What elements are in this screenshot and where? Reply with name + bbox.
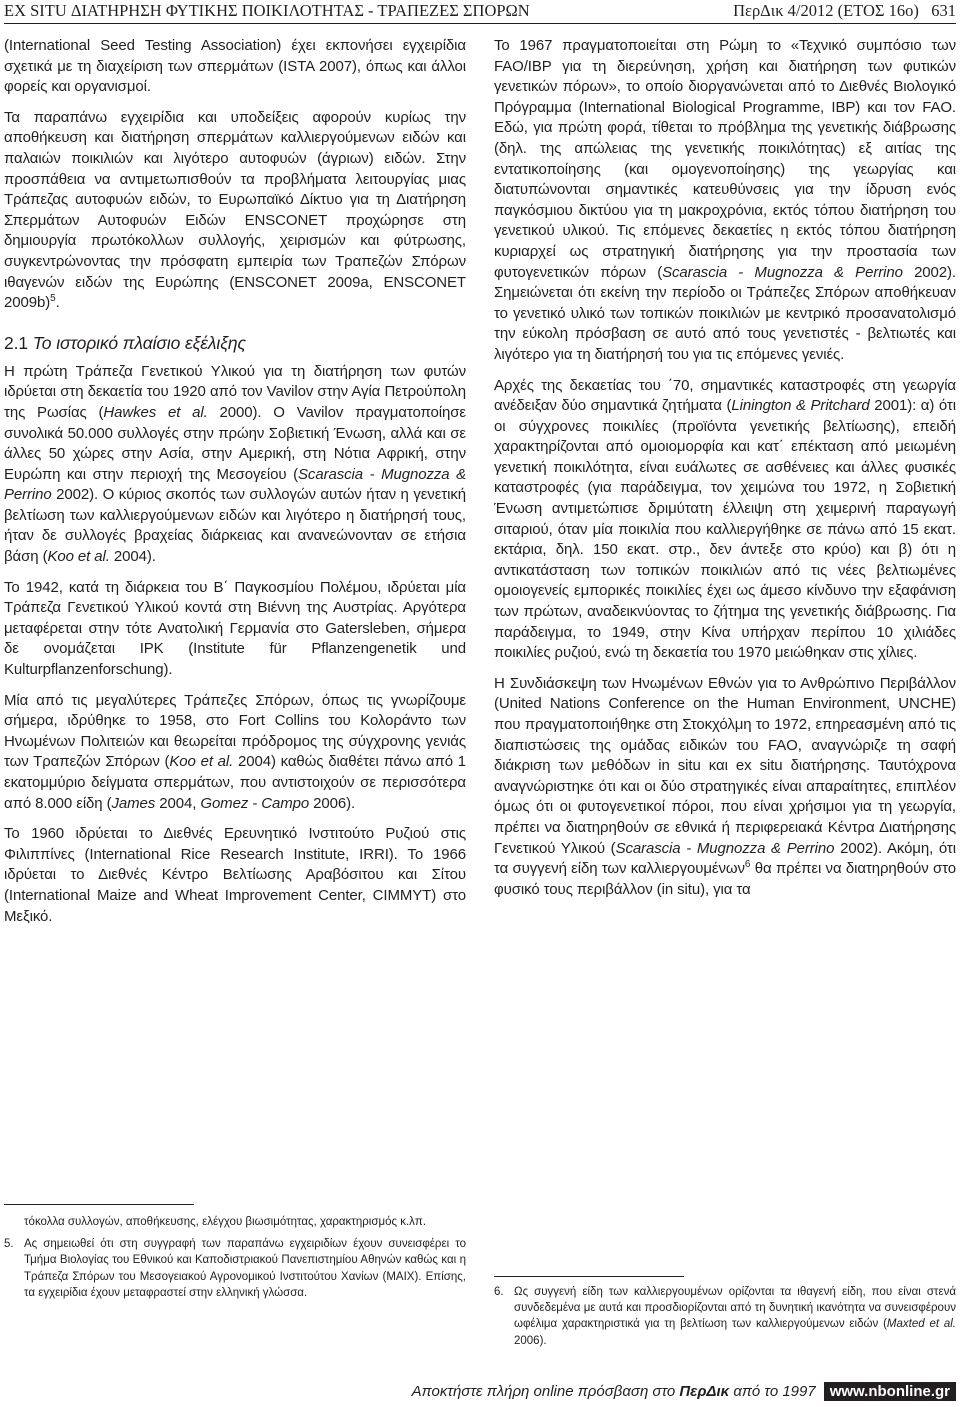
citation: Scarascia - Mugnozza & Perrino bbox=[662, 263, 903, 281]
citation: Hawkes et al. bbox=[103, 403, 208, 421]
footnote-6 bbox=[494, 1284, 956, 1349]
footnote-number: 6. bbox=[494, 1286, 504, 1298]
running-title: EX SITU ΔΙΑΤΗΡΗΣΗ ΦΥΤΙΚΗΣ ΠΟΙΚΙΛΟΤΗΤΑΣ - ΤΡΑΠΕΖΕΣ ΣΠΟΡΩΝ bbox=[4, 1, 530, 20]
promo-text: Αποκτήστε πλήρη online πρόσβαση στο ΠερΔικ από το 1997 bbox=[411, 1383, 816, 1400]
footnote-ref[interactable]: 6 bbox=[744, 859, 751, 871]
footnote-5 bbox=[4, 1236, 466, 1301]
issue-and-page bbox=[733, 0, 956, 22]
citation: Scarascia - Mugnozza & Perrino bbox=[615, 839, 835, 857]
footnotes-right bbox=[494, 1284, 956, 1355]
section-number: 2.1 bbox=[4, 332, 29, 353]
footnote-text: Ως συγγενή είδη των καλλιεργουμένων ορίζονται τα ιθαγενή είδη, που είναι στενά συνδεδεμένα με αυτά και προσδιορίζονται από τη δυνητική ικανότητα να συνεισφέρουν ωφέλιμα χαρακτηριστικά για τη βελτίωση των καλλιεργούμενων ειδών (Maxted et al. 2006). bbox=[514, 1286, 957, 1347]
citation: Koo et al. bbox=[47, 548, 110, 566]
paragraph: Το 1960 ιδρύεται το Διεθνές Ερευνητικό Ινστιτούτο Ρυζιού στις Φιλιππίνες (International Rice Research Institute, IRRI). Το 1966 ιδρύεται το Διεθνές Κέντρο Βελτίωσης Αραβόσιτου και Σίτου (International Maize and Wheat Improvement Center, CIMMYT) στο Μεξικό. bbox=[4, 825, 466, 925]
footnote-text: Ας σημειωθεί ότι στη συγγραφή των παραπάνω εγχειριδίων έχουν συνεισφέρει το Τμήμα Βιολογίας του Εθνικού και Καποδιστριακού Πανεπιστημίου Αθηνών καθώς και η Τράπεζα Σπόρων του Μεσογειακού Αγρονομικού Ινστιτούτου Χανίων (ΜΑΙΧ). Επίσης, τα εγχειρίδια έχουν μεταφραστεί στην ελληνική γλώσσα. bbox=[24, 1238, 466, 1299]
paragraph: Μία από τις μεγαλύτερες Τράπεζες Σπόρων, όπως τις γνωρίζουμε σήμερα, ιδρύθηκε το 1958, στο Fort Collins του Κολοράντο των Ηνωμένων Πολιτειών και θεωρείται πρόδρομος της σύγχρονης γενιάς των Τραπεζών Σπόρων (Koo et al. 2004) καθώς διαθέτει πάνω από 1 εκατομμύριο δείγματα σπερμάτων, που αντιστοιχούν σε περισσότερα από 8.000 είδη (James 2004, Gomez - Campo 2006). bbox=[4, 691, 466, 812]
paragraph: Η Συνδιάσκεψη των Ηνωμένων Εθνών για το Ανθρώπινο Περιβάλλον (United Nations Conference on the Human Environment, UNCHE) που πραγματοποιήθηκε στη Στοκχόλμη το 1972, επηρεασμένη από τις διαπιστώσεις της ομάδας ειδικών του FAO, αναγνώριζε τη σαφή διάκριση των μεθόδων in situ και ex situ διατήρησης. Ταυτόχρονα αναγνώριστηκε ότι και οι δύο στρατηγικές είναι απαραίτητες, επιπλέον όμως ότι οι φυτογενετικοί πόροι, που είναι χρήσιμοι για τη γεωργία, πρέπει να διατηρηθούν σε εθνικά ή περιφερειακά Κέντρα Διατήρησης Γενετικού Υλικού (Scarascia - Mugnozza & Perrino 2002). Ακόμη, ότι τα συγγενή είδη των καλλιεργουμένων$^6$ θα πρέπει να διατηρηθούν στο φυσικό τους περιβάλλον (in situ), για τα bbox=[494, 674, 956, 898]
footnote-continuation: τόκολλα συλλογών, αποθήκευσης, ελέγχου βιωσιμότητας, χαρακτηρισμός κ.λπ. bbox=[24, 1216, 427, 1228]
left-column bbox=[4, 36, 466, 937]
footnote-ref[interactable]: 5 bbox=[50, 293, 56, 305]
footnote-divider bbox=[494, 1276, 684, 1277]
paragraph: Το 1942, κατά τη διάρκεια του Β΄ Παγκοσμίου Πολέμου, ιδρύεται μία Τράπεζα Γενετικού Υλικού κοντά στη Βιέννη της Αυστρίας. Αργότερα μεταφέρεται στην τότε Ανατολική Γερμανία στο Gatersleben, σήμερα δε ονομάζεται IPK (Institute für Pflanzengenetik und Kulturpflanzenforschung). bbox=[4, 578, 466, 679]
footnote-divider bbox=[4, 1204, 194, 1205]
running-header bbox=[4, 0, 956, 24]
section-heading bbox=[4, 332, 466, 354]
citation: Maxted et al. bbox=[886, 1318, 957, 1331]
citation: Gomez - Campo bbox=[200, 794, 310, 812]
page-number: 631 bbox=[931, 1, 956, 20]
paragraph: Το 1967 πραγματοποιείται στη Ρώμη το «Τεχνικό συμπόσιο των FAO/IBP για τη διερεύνηση, χρήση και διατήρηση των φυτικών γενετικών πόρων», το οποίο διοργανώνεται από το Διεθνές Βιολογικό Πρόγραμμα (International Biological Programme, IBP) και τον FAO. Εδώ, για πρώτη φορά, τίθεται το πρόβλημα της γενετικής διάβρωσης (δηλ. της απώλειας της γενετικής ποικιλότητας) εξ αιτίας της εντατικοποίησης (και ομογενοποίησης) της γεωργίας και διατυπώνονται σημαντικές κατευθύνσεις για την ίδρυση ενός παγκόσμιου δικτύου για τη μακροχρόνια, εκτός τόπου διατήρηση του γενετικού υλικού. Τις επόμενες δεκαετίες η εκτός τόπου διατήρηση κυριαρχεί ως στρατηγική διατήρησης για την προστασία των φυτογενετικών πόρων (Scarascia - Mugnozza & Perrino 2002). Σημειώνεται ότι εκείνη την περίοδο οι Τράπεζες Σπόρων αποθήκευαν το γενετικό υλικό των τοπικών ποικιλιών με κεντρικό προσανατολισμό την εύκολη πρόσβαση σε αυτό από τους γενετιστές - βελτιωτές και λιγότερο για τη διατήρησή του για τις επόμενες γενιές. bbox=[494, 37, 956, 363]
citation: Koo et al. bbox=[169, 753, 234, 771]
citation: Linington & Pritchard bbox=[731, 397, 870, 415]
footnote-number: 5. bbox=[4, 1238, 14, 1251]
brand-name: ΠερΔικ bbox=[679, 1383, 730, 1400]
issue-label: ΠερΔικ 4/2012 (ΕΤΟΣ 16ο) bbox=[733, 1, 919, 20]
paragraph: Τα παραπάνω εγχειρίδια και υποδείξεις αφορούν κυρίως την αποθήκευση και διατήρηση σπερμάτων καλλιεργούμενων ειδών και παλαιών ποικιλιών και λιγότερο αυτοφυών (άγριων) ειδών. Στην προσπάθεια να αντιμετωπισθούν τα προβλήματα λειτουργίας μιας Τράπεζας αυτοφυών ειδών, το Ευρωπαϊκό Δίκτυο για τη Διατήρηση Σπερμάτων Αυτοφυών Ειδών ENSCONET προχώρησε στη δημιουργία πρωτόκολλων συλλογής, χειρισμών και φύτρωσης, συγκεντρώνοντας την πρόσφατη εμπειρία των Τραπεζών Σπόρων ιθαγενών ειδών της Ευρώπης (ENSCONET 2009a, ENSCONET 2009b)$^5$. bbox=[4, 108, 466, 312]
footnotes-left bbox=[4, 1214, 466, 1307]
website-link[interactable]: www.nbonline.gr bbox=[824, 1382, 956, 1401]
right-column bbox=[494, 36, 956, 910]
paragraph: Η πρώτη Τράπεζα Γενετικού Υλικού για τη διατήρηση των φυτών ιδρύεται στη δεκαετία του 1920 από τον Vavilov στην Αγία Πετρούπολη της Ρωσίας (Hawkes et al. 2000). Ο Vavilov πραγματοποίησε συνολικά 50.000 συλλογές στην πρώην Σοβιετική Ένωση, αλλά και σε άλλες 50 χώρες στην Ασία, στην Αμερική, στη Νότια Αφρική, στην Ευρώπη και στην περιοχή της Μεσογείου (Scarascia - Mugnozza & Perrino 2002). Ο κύριος σκοπός των συλλογών αυτών ήταν η γενετική βελτίωση των καλλιεργούμενων ειδών και λιγότερο η διατήρησή τους, ήταν δε συλλογές βραχείας διάρκειας και ανανεώνονταν σε ετήσια βάση (Koo et al. 2004). bbox=[4, 362, 466, 566]
section-title: Το ιστορικό πλαίσιο εξέλιξης bbox=[32, 332, 246, 353]
citation: James bbox=[111, 794, 156, 812]
paragraph: (International Seed Testing Association) έχει εκπονήσει εγχειρίδια σχετικά με τη διαχείριση των σπερμάτων (ISTA 2007), όπως και άλλοι φορείς και οργανισμοί. bbox=[4, 37, 466, 96]
paragraph: Αρχές της δεκαετίας του ΄70, σημαντικές καταστροφές στη γεωργία ανέδειξαν δύο σημαντικά ζητήματα (Linington & Pritchard 2001): α) ότι οι σύγχρονες ποικιλίες (προϊόντα γενετικής βελτίωσης), επειδή χαρακτηρίζονται από ομοιομορφία και κατ΄ επέκταση από μειωμένη γενετική ποικιλότητα, είναι ευάλωτες σε ασθένειες και άλλες φυσικές καταστροφές (για παράδειγμα, τον χειμώνα του 1972, η Σοβιετική Ένωση αντιμετώπισε δριμύτατη έλλειψη στη χειμερινή παραγωγή σιταριού, όταν μία ποικιλία που καλλιεργήθηκε σε πάνω από 15 εκατ. εκτάρια, δηλ. 150 εκατ. στρ., δεν άντεξε στο κρύο) και β) ότι η αντικατάσταση των τοπικών ποικιλιών από τις νέες βελτιωμένες ομοιογενείς εμπορικές ποικιλίες έχει ως άμεσο κίνδυνο την εξαφάνιση των πρώτων, αναδεικνύοντας το ζήτημα της γενετικής διάβρωσης. Για παράδειγμα, το 1949, στην Κίνα υπήρχαν περίπου 10 χιλιάδες ποικιλίες ρυζιού, ενώ τη δεκαετία του 1970 μειώθηκαν στις χίλιες. bbox=[494, 376, 956, 662]
citation: Scarascia - Mugnozza & Perrino bbox=[4, 465, 466, 504]
footer-promo bbox=[412, 1382, 956, 1402]
